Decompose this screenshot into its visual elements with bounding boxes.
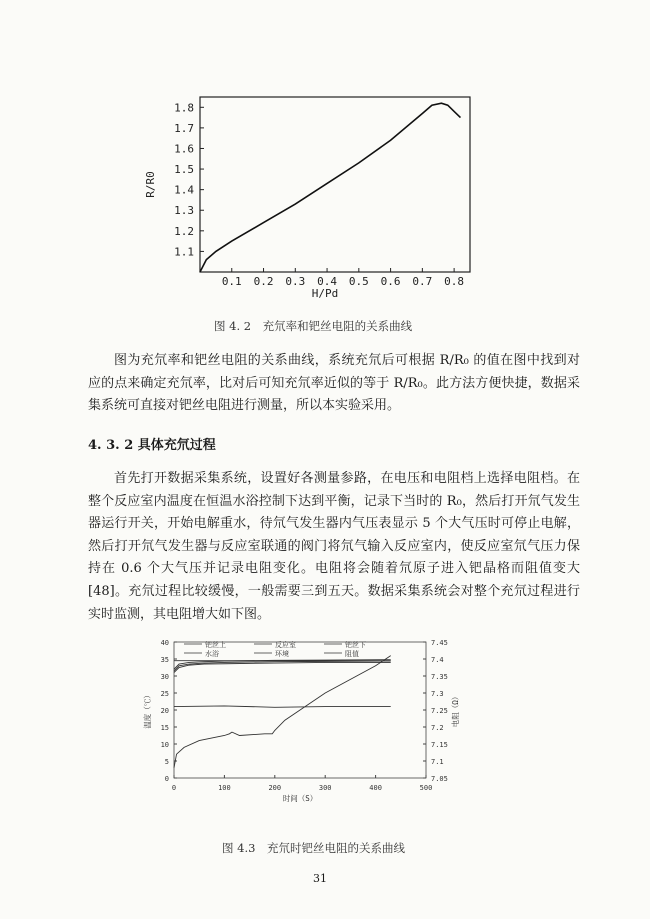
- x-tick-label: 100: [218, 784, 231, 792]
- y-tick-label: 5: [164, 758, 169, 766]
- x-tick-label: 0.7: [412, 275, 433, 288]
- x-tick-label: 500: [419, 784, 433, 792]
- section-heading: 4. 3. 2 具体充氘过程: [88, 438, 216, 453]
- y-axis-label: 温度（℃）: [143, 691, 152, 729]
- legend-label: 钯丝下: [345, 641, 366, 649]
- y2-tick-label: 7.1: [431, 758, 444, 766]
- series-line: [200, 103, 460, 272]
- chart-r-vs-hpd: [130, 92, 480, 302]
- y-tick-label: 0: [164, 775, 169, 783]
- y2-tick-label: 7.4: [431, 656, 444, 664]
- y-tick-label: 10: [160, 741, 169, 749]
- x-tick-label: 0.3: [285, 275, 306, 288]
- x-tick-label: 0: [171, 784, 177, 792]
- y2-axis-label: 电阻（Ω）: [451, 692, 460, 728]
- x-tick-label: 300: [318, 784, 332, 792]
- x-tick-label: 0.5: [348, 275, 369, 288]
- y-axis-label: R/R0: [144, 171, 157, 198]
- y-tick-label: 30: [160, 673, 169, 681]
- figure-4-2-caption: 图 4. 2 充氘率和钯丝电阻的关系曲线: [214, 319, 413, 333]
- y2-tick-label: 7.25: [431, 707, 448, 715]
- y-tick-label: 1.2: [174, 224, 194, 238]
- legend-label: 水浴: [205, 650, 219, 658]
- y-tick-label: 1.6: [174, 142, 194, 156]
- figure-4-2: [130, 92, 480, 302]
- figure-4-3-caption: 图 4.3 充氘时钯丝电阻的关系曲线: [222, 841, 405, 855]
- figure-4-3: [136, 630, 466, 810]
- legend-label: 反应室: [275, 641, 296, 649]
- x-tick-label: 200: [268, 784, 282, 792]
- chart-temp-resistance: [136, 630, 466, 810]
- y-tick-label: 25: [160, 690, 169, 698]
- y-tick-label: 15: [160, 724, 169, 732]
- y2-tick-label: 7.35: [431, 673, 448, 681]
- page-number: 31: [313, 872, 327, 885]
- y2-tick-label: 7.05: [431, 775, 448, 783]
- x-tick-label: 0.1: [221, 275, 242, 288]
- series-line: [174, 656, 391, 768]
- y-tick-label: 1.4: [174, 183, 194, 197]
- legend-label: 钯丝上: [205, 641, 226, 649]
- plot-frame: [200, 97, 470, 272]
- y2-tick-label: 7.3: [431, 690, 444, 698]
- x-tick-label: 0.4: [317, 275, 337, 288]
- x-axis-label: H/Pd: [311, 287, 339, 300]
- x-tick-label: 0.8: [444, 275, 465, 288]
- paragraph-2: 首先打开数据采集系统，设置好各测量参路，在电压和电阻档上选择电阻档。在整个反应室内温度在恒温水浴控制下达到平衡，记录下当时的 R₀，然后打开氘气发生器运行开关，开始电解重水，待氘气发生器内气压表显示 5 个大气压时可停止电解，然后打开氘气发生器与反应室联通的阀门将氘气输入反应室内，使反应室氘气压力保持在 0.6 个大气压并记录电阻变化。电阻将会随着氘原子进入钯晶格而阻值变大[48]。充氘过程比较缓慢，一般需要三到五天。数据采集系统会对整个充氘过程进行实时监测，其电阻增大如下图。: [88, 471, 580, 622]
- y-tick-label: 1.8: [174, 101, 194, 115]
- series-line: [174, 662, 391, 672]
- y-tick-label: 40: [160, 639, 169, 647]
- paragraph-1: 图为充氘率和钯丝电阻的关系曲线，系统充氘后可根据 R/R₀ 的值在图中找到对应的点来确定充氘率，比对后可知充氘率近似的等于 R/R₀。此方法方便快捷，数据采集系统可直接对钯丝电阻进行测量，所以本实验采用。: [88, 353, 580, 414]
- x-tick-label: 0.2: [253, 275, 274, 288]
- legend-label: 环境: [275, 650, 289, 658]
- y-tick-label: 20: [160, 707, 169, 715]
- y-tick-label: 1.3: [174, 204, 194, 218]
- y-tick-label: 1.5: [174, 163, 194, 177]
- y2-tick-label: 7.45: [431, 639, 448, 647]
- x-axis-label: 时间（S）: [282, 794, 318, 803]
- series-line: [174, 706, 391, 707]
- y2-tick-label: 7.2: [431, 724, 444, 732]
- y-tick-label: 1.7: [174, 121, 194, 135]
- y2-tick-label: 7.15: [431, 741, 448, 749]
- y-tick-label: 1.1: [174, 245, 194, 259]
- legend-label: 阻值: [345, 650, 359, 658]
- x-tick-label: 400: [369, 784, 382, 792]
- x-tick-label: 0.6: [380, 275, 401, 288]
- y-tick-label: 35: [160, 656, 169, 664]
